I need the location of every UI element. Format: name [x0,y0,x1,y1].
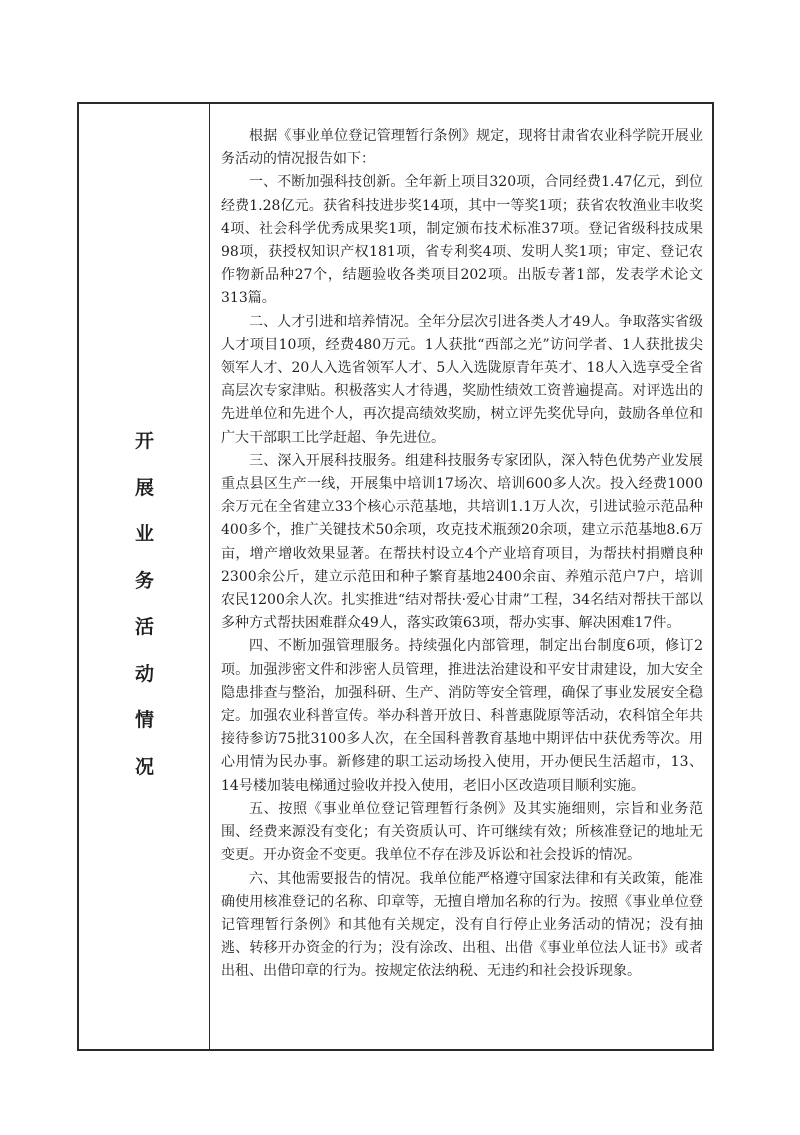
section-1-paragraph: 一、不断加强科技创新。全年新上项目320项，合同经费1.47亿元，到位经费1.28亿元。获省科技进步奖14项，其中一等奖1项；获省农牧渔业丰收奖4项、社会科学优秀成果奖1项，制定颁布技术标准37项。登记省级科技成果98项，获授权知识产权181项，省专利奖4项、发明人奖1项；审定、登记农作物新品种27个，结题验收各类项目202项。出版专著1部，发表学术论文313篇。 [221,174,703,307]
section-label-char: 况 [134,755,154,778]
section-label-char: 动 [134,662,154,685]
section-label-char: 情 [134,709,154,731]
section-6-paragraph: 六、其他需要报告的情况。我单位能严格遵守国家法律和有关政策，能准确使用核准登记的名称、印章等，无擅自增加名称的行为。按照《事业单位登记管理暂行条例》和其他有关规定，没有自行停止业务活动的情况；没有抽逃、转移开办资金的行为；没有涂改、出租、出借《事业单位法人证书》或者出租、出借印章的行为。按规定依法纳税、无违约和社会投诉现象。 [221,870,703,980]
section-4-paragraph: 四、不断加强管理服务。持续强化内部管理，制定出台制度6项，修订2项。加强涉密文件和涉密人员管理，推进法治建设和平安甘肃建设，加大安全隐患排查与整治，加强科研、生产、消防等安全管理，确保了事业发展安全稳定。加强农业科普宣传。举办科普开放日、科普惠陇原等活动，农科馆全年共接待参访75批3100多人次，在全国科普教育基地中期评估中获优秀等次。用心用情为民办事。新修建的职工运动场投入使用，开办便民生活超市，13、14号楼加装电梯通过验收并投入使用，老旧小区改造项目顺利实施。 [221,638,703,794]
label-column [79,104,210,1049]
section-label-char: 业 [134,523,154,545]
report-table [77,102,714,1051]
section-5-paragraph: 五、按照《事业单位登记管理暂行条例》及其实施细则，宗旨和业务范围、经费来源没有变化；有关资质认可、许可继续有效；所核准登记的地址无变更。开办资金不变更。我单位不存在涉及诉讼和社会投诉的情况。 [221,800,703,864]
section-2-paragraph: 二、人才引进和培养情况。全年分层次引进各类人才49人。争取落实省级人才项目10项，经费480万元。1人获批“西部之光”访问学者、1人获批拔尖领军人才、20人入选省领军人才、5人入选陇原青年英才、18人入选享受全省高层次专家津贴。积极落实人才待遇，奖励性绩效工资普遍提高。对评选出的先进单位和先进个人，再次提高绩效奖励，树立评先奖优导向，鼓励各单位和广大干部职工比学赶超、争先进位。 [221,313,703,446]
report-content [221,125,703,984]
section-label-char: 务 [134,569,154,592]
section-label-char: 展 [134,476,154,499]
section-label [79,418,210,790]
section-3-paragraph: 三、深入开展科技服务。组建科技服务专家团队，深入特色优势产业发展重点县区生产一线，开展集中培训17场次、培训600多人次。投入经费1000余万元在全省建立33个核心示范基地，共培训1.1万人次，引进试验示范品种400多个，推广关键技术50余项，攻克技术瓶颈20余项，建立示范基地8.6万亩，增产增收效果显著。在帮扶村设立4个产业培育项目，为帮扶村捐赠良种2300余公斤，建立示范田和种子繁育基地2400余亩、养殖示范户7户，培训农民1200余人次。扎实推进“结对帮扶·爱心甘肃”工程，34名结对帮扶干部以多种方式帮扶困难群众49人，落实政策63项，帮办实事、解决困难17件。 [221,452,703,632]
intro-paragraph: 根据《事业单位登记管理暂行条例》规定，现将甘肃省农业科学院开展业务活动的情况报告如下： [221,128,703,168]
section-label-char: 活 [134,616,154,638]
section-label-char: 开 [134,430,154,452]
